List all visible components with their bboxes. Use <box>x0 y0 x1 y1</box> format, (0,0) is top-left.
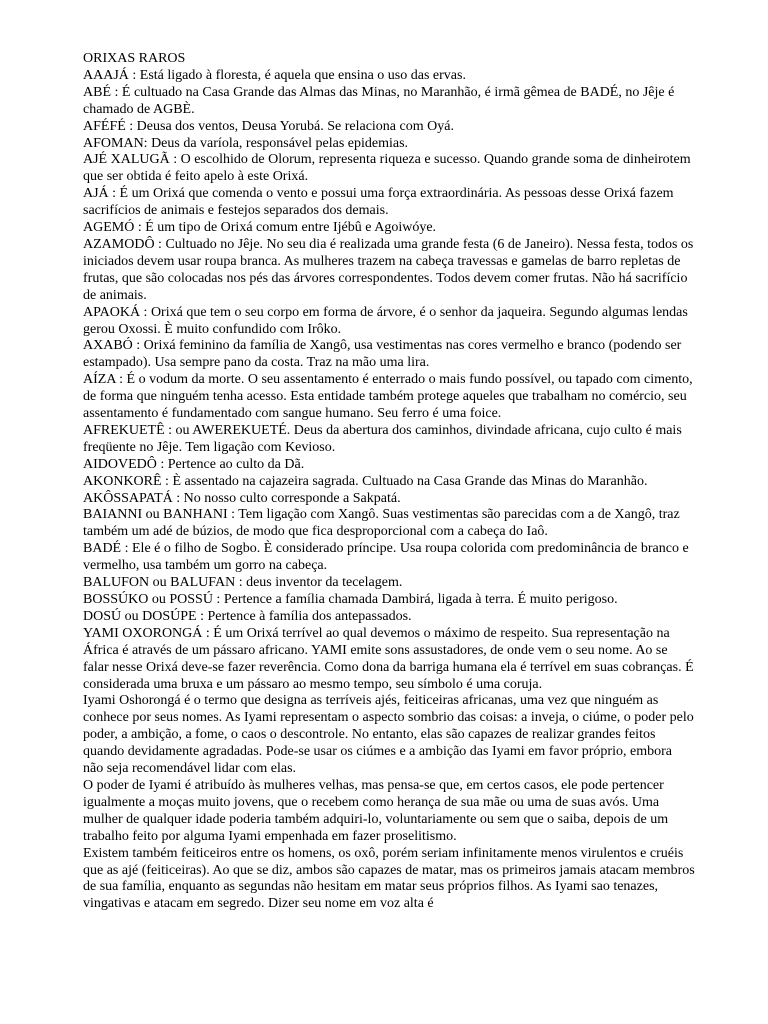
entry-akonkore: AKONKORÊ : È assentado na cajazeira sagrada. Cultuado na Casa Grande das Minas do Maranhão. <box>83 473 648 489</box>
entry-aja: AJÁ : É um Orixá que comenda o vento e possui uma força extraordinária. As pessoas desse Orixá fazem sacrifícios de animais e festejos separados dos demais. <box>83 186 674 219</box>
entry-axabo: AXABÓ : Orixá feminino da família de Xangô, usa vestimentas nas cores vermelho e branco (podendo ser estampado). Usa sempre pano da costa. Traz na mão uma lira. <box>83 338 682 371</box>
entry-yami-oxoronga: YAMI OXORONGÁ : É um Orixá terrível ao qual devemos o máximo de respeito. Sua representação na África é através de um pássaro africano. YAMI emite sons assustadores, de onde vem o seu nome. Ao se falar nesse Orixá deve-se fazer reverência. Como dona da barriga humana ela é terrível em suas cobranças. É considerada uma bruxa e um pássaro ao mesmo tempo, seu símbolo é uma coruja. <box>83 625 694 692</box>
entry-balufon: BALUFON ou BALUFAN : deus inventor da tecelagem. <box>83 575 403 591</box>
entry-afefe: AFÉFÉ : Deusa dos ventos, Deusa Yorubá. Se relaciona com Oyá. <box>83 118 454 134</box>
paragraph-iyami-oshoronga: Iyami Oshorongá é o termo que designa as terríveis ajés, feiticeiras africanas, uma vez que ninguém as conhece por seus nomes. As Iyami representam o aspecto sombrio das coisas: a inveja, o ciúme, o poder pelo poder, a ambição, a fome, o caos o descontrole. No entanto, elas são capazes de realizar grandes feitos quando devidamente agradadas. Pode-se usar os ciúmes e a ambição das Iyami em favor próprio, embora não seja recomendável lidar com elas. <box>83 693 694 777</box>
entry-bade: BADÉ : Ele é o filho de Sogbo. È considerado príncipe. Usa roupa colorida com predominância de branco e vermelho, usa também um gorro na cabeça. <box>83 541 689 574</box>
entry-dosu: DOSÚ ou DOSÚPE : Pertence à família dos antepassados. <box>83 608 412 624</box>
entry-akossapata: AKÔSSAPATÁ : No nosso culto corresponde a Sakpatá. <box>83 490 401 506</box>
paragraph-poder-de-iyami: O poder de Iyami é atribuído às mulheres velhas, mas pensa-se que, em certos casos, ele pode pertencer igualmente a moças muito jovens, que o recebem como herança de sua mãe ou uma de suas avós. Uma mulher de qualquer idade poderia também adquiri-lo, voluntariamente ou sem que o saiba, depois de um trabalho feito por alguma Iyami empenhada em fazer proselitismo. <box>83 777 669 844</box>
entry-bossuko: BOSSÚKO ou POSSÚ : Pertence a família chamada Dambirá, ligada à terra. É muito perigoso. <box>83 592 618 607</box>
entry-baianni: BAIANNI ou BANHANI : Tem ligação com Xangô. Suas vestimentas são parecidas com a de Xangô, traz também um adé de búzios, de modo que fica desproporcional com a cabeça do Iaô. <box>83 507 680 540</box>
paragraph-feiticeiros: Existem também feiticeiros entre os homens, os oxô, porém seriam infinitamente menos virulentos e cruéis que as ajé (feiticeiras). Ao que se diz, ambos são capazes de matar, mas os primeiros jamais atacam membros de sua família, enquanto as segundas não hesitam em matar seus próprios filhos. As Iyami sao tenazes, vingativas e atacam em segredo. Dizer seu nome em voz alta é <box>83 845 695 912</box>
entry-afrekuete: AFREKUETÊ : ou AWEREKUETÉ. Deus da abertura dos caminhos, divindade africana, cujo culto é mais freqüente no Jêje. Tem ligação com Kevioso. <box>83 422 682 455</box>
document-page <box>83 51 695 913</box>
entry-aje-xaluga: AJÉ XALUGÃ : O escolhido de Olorum, representa riqueza e sucesso. Quando grande soma de dinheirotem que ser obtida é feito apelo à este Orixá. <box>83 152 691 185</box>
document-title: ORIXAS RAROS <box>83 51 186 66</box>
entry-agemo: AGEMÓ : É um tipo de Orixá comum entre Ijébû e Agoiwóye. <box>83 220 437 236</box>
entry-aidovedo: AIDOVEDÔ : Pertence ao culto da Dã. <box>83 456 305 472</box>
entry-abe: ABÉ : É cultuado na Casa Grande das Almas das Minas, no Maranhão, é irmã gêmea de BADÉ, no Jêje é chamado de AGBÈ. <box>83 84 675 117</box>
entry-azamodo: AZAMODÔ : Cultuado no Jêje. No seu dia é realizada uma grande festa (6 de Janeiro). Nessa festa, todos os iniciados devem usar roupa branca. As mulheres trazem na cabeça travessas e gamelas de barro repletas de frutas, que são colocadas nos pés das árvores correspondentes. Todos devem comer frutas. Não há sacrifício de animais. <box>83 236 694 303</box>
entry-aaaja: AAAJÁ : Está ligado à floresta, é aquela que ensina o uso das ervas. <box>83 67 466 83</box>
entry-afoman: AFOMAN: Deus da varíola, responsável pelas epidemias. <box>83 135 409 151</box>
entry-aiza: AÍZA : É o vodum da morte. O seu assentamento é enterrado o mais fundo possível, ou tapado com cimento, de forma que ninguém tenha acesso. Esta entidade também protege aqueles que trabalham no comércio, seu assentamento é fundamentado com sangue humano. Seu ferro é uma foice. <box>83 372 693 422</box>
entry-apaoka: APAOKÁ : Orixá que tem o seu corpo em forma de árvore, é o senhor da jaqueira. Segundo algumas lendas gerou Oxossi. È muito confundido com Irôko. <box>83 304 688 337</box>
